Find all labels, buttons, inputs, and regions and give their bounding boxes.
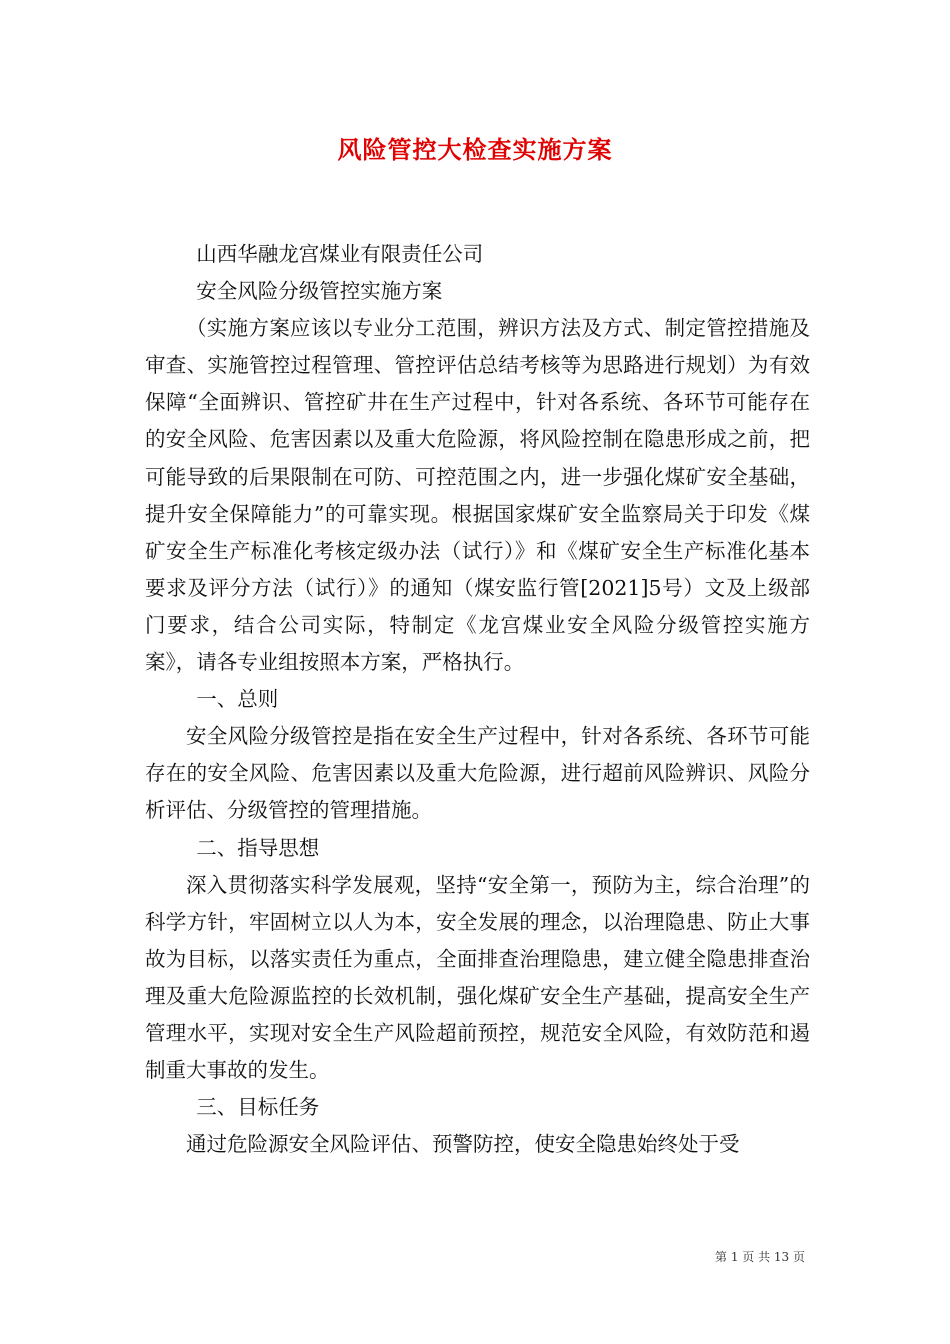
section-paragraph: 安全风险分级管控是指在安全生产过程中，针对各系统、各环节可能存在的安全风险、危害因素以及重大危险源，进行超前风险辨识、风险分析评估、分级管控的管理措施。	[145, 724, 810, 823]
document-title: 风险管控大检查实施方案	[337, 135, 613, 164]
document-body	[145, 236, 810, 1163]
section-paragraph: 通过危险源安全风险评估、预警防控，使安全隐患始终处于受	[186, 1132, 740, 1157]
intro-paragraph: （实施方案应该以专业分工范围，辨识方法及方式、制定管控措施及审查、实施管控过程管理、管控评估总结考核等为思路进行规划）为有效保障“全面辨识、管控矿井在生产过程中，针对各系统、各环节可能存在的安全风险、危害因素以及重大危险源，将风险控制在隐患形成之前，把可能导致的后果限制在可防、可控范围之内，进一步强化煤矿安全基础，提升安全保障能力”的可靠实现。根据国家煤矿安全监察局关于印发《煤矿安全生产标准化考核定级办法（试行）》和《煤矿安全生产标准化基本要求及评分方法（试行）》的通知（煤安监行管[2021]5号）文及上级部门要求，结合公司实际，特制定《龙宫煤业安全风险分级管控实施方案》，请各专业组按照本方案，严格执行。	[145, 316, 810, 675]
company-name: 山西华融龙宫煤业有限责任公司	[196, 242, 484, 266]
section-heading: 二、指导思想	[196, 835, 320, 860]
section-heading: 三、目标任务	[196, 1095, 320, 1120]
page-number: 第 1 页 共 13 页	[715, 1250, 805, 1264]
plan-subtitle: 安全风险分级管控实施方案	[196, 279, 443, 304]
section-heading: 一、总则	[196, 687, 279, 712]
section-paragraph: 深入贯彻落实科学发展观，坚持“安全第一，预防为主，综合治理”的科学方针，牢固树立以人为本，安全发展的理念，以治理隐患、防止大事故为目标，以落实责任为重点，全面排查治理隐患，建立健全隐患排查治理及重大危险源监控的长效机制，强化煤矿安全生产基础，提高安全生产管理水平，实现对安全生产风险超前预控，规范安全风险，有效防范和遏制重大事故的发生。	[145, 872, 810, 1083]
